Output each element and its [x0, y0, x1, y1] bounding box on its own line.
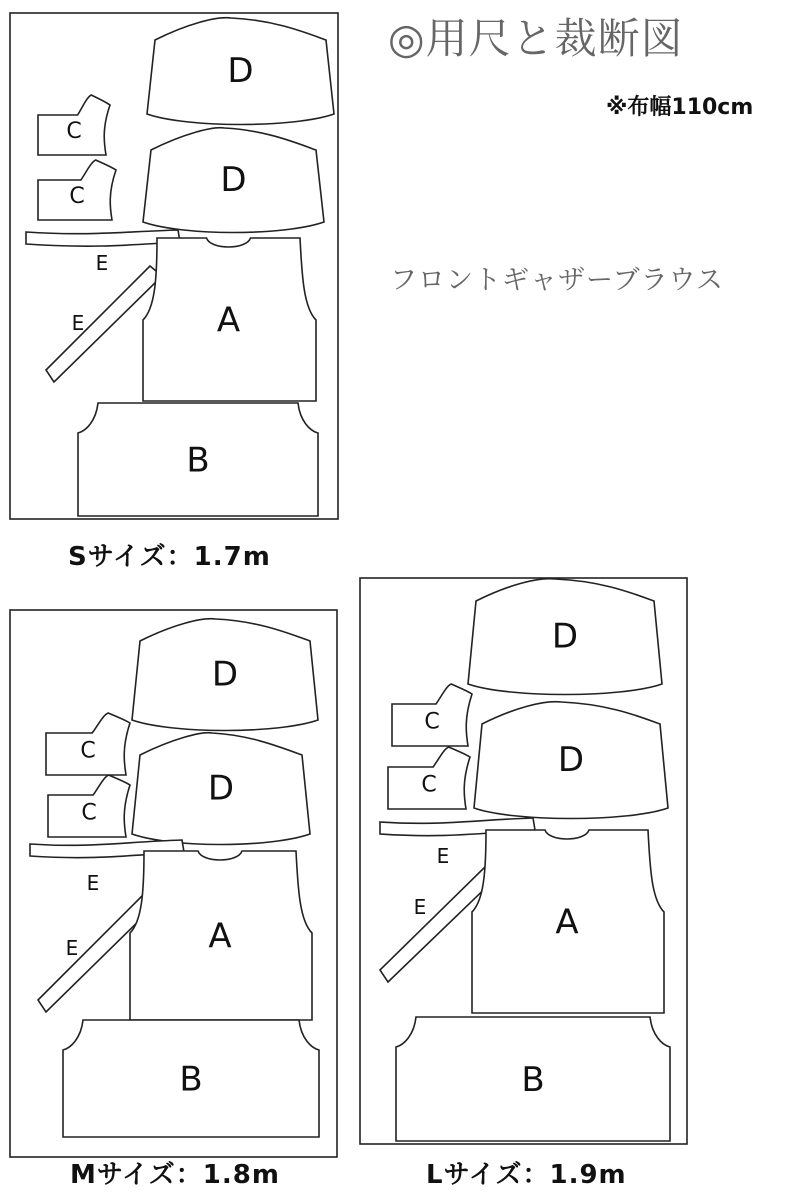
l-label-e1: E	[436, 844, 450, 868]
m-label-d2: D	[207, 768, 235, 809]
l-label-e2: E	[413, 895, 427, 919]
s-label-b: B	[186, 440, 210, 481]
m-label-e2: E	[65, 936, 79, 960]
size-label-m: Mサイズ：1.8m	[70, 1160, 280, 1190]
s-label-e2: E	[71, 311, 85, 335]
s-label-a: A	[216, 300, 241, 341]
l-label-c2: C	[421, 772, 437, 798]
s-layout	[10, 13, 338, 519]
m-label-d1: D	[211, 654, 239, 695]
product-name: フロントギャザーブラウス	[390, 265, 724, 296]
page-title: ◎用尺と裁断図	[388, 14, 684, 63]
s-label-c1: C	[66, 119, 82, 145]
size-label-s: Sサイズ：1.7m	[68, 542, 271, 572]
fabric-width-note: ※布幅110cm	[606, 95, 754, 120]
m-label-a: A	[208, 916, 232, 957]
m-label-b: B	[179, 1059, 203, 1100]
l-label-d1: D	[551, 616, 579, 657]
m-label-c1: C	[80, 738, 96, 764]
s-label-c2: C	[69, 184, 85, 210]
s-label-d1: D	[227, 51, 254, 91]
l-label-d2: D	[557, 740, 585, 780]
s-label-e1: E	[95, 251, 109, 275]
l-layout	[360, 578, 687, 1144]
s-label-d2: D	[220, 160, 247, 200]
size-label-l: Lサイズ：1.9m	[426, 1160, 627, 1190]
m-label-e1: E	[86, 871, 100, 895]
m-label-c2: C	[81, 800, 97, 826]
m-layout	[10, 610, 337, 1157]
l-label-b: B	[521, 1060, 545, 1100]
l-label-a: A	[555, 902, 579, 943]
l-label-c1: C	[424, 709, 440, 735]
